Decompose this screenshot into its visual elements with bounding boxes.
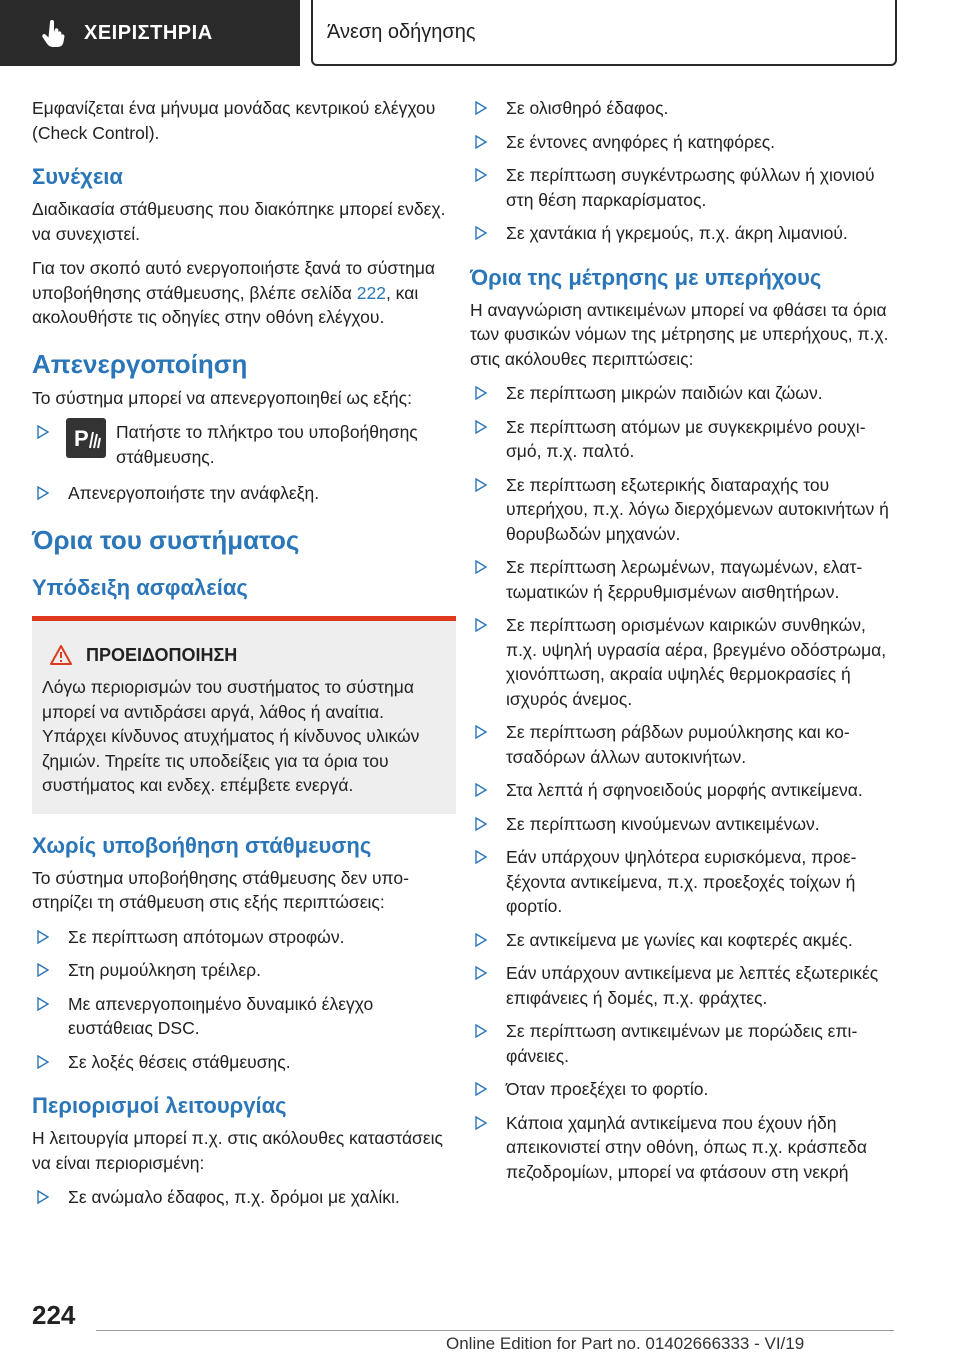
bullet-triangle-icon <box>474 618 488 632</box>
function-limits-list-continued <box>470 96 894 246</box>
list-item <box>470 96 894 121</box>
section-title: ΧΕΙΡΙΣΤΗΡΙΑ <box>84 21 213 44</box>
list-item <box>470 381 894 406</box>
page-number: 224 <box>32 1300 76 1330</box>
bullet-triangle-icon <box>474 420 488 434</box>
list-item <box>32 992 456 1041</box>
bullet-triangle-icon <box>36 963 50 977</box>
list-item <box>32 481 456 506</box>
list-item <box>32 420 456 472</box>
bullet-triangle-icon <box>36 930 50 944</box>
list-item-text: Σε ανώμαλο έδαφος, π.χ. δρόμοι με χαλίκι. <box>68 1187 400 1207</box>
list-item-text: Στα λεπτά ή σφηνοειδούς μορφής αντικείμενα. <box>506 780 863 800</box>
continue-text-a: Για τον σκοπό αυτό ενεργοποιήστε ξανά το σύστημα υποβοήθησης στάθμευσης, βλέπε σελίδα <box>32 258 436 303</box>
continue-heading: Συνέχεια <box>32 164 123 189</box>
bullet-triangle-icon <box>474 478 488 492</box>
list-item-text: Σε περίπτωση αντικειμένων με πορώδεις επιφάνειες. <box>506 1021 858 1066</box>
bullet-triangle-icon <box>36 425 50 439</box>
list-item <box>470 812 894 837</box>
page-reference-link[interactable]: 222 <box>356 282 386 303</box>
list-item <box>470 845 894 919</box>
continue-paragraph-2 <box>32 256 456 330</box>
continue-text-b: , και ακολουθήστε τις οδηγίες στην οθόνη ελέγχου. <box>32 282 419 327</box>
ultrasound-limits-heading: Όρια της μέτρησης με υπερήχους <box>470 264 822 290</box>
warning-title: ΠΡΟΕΙΔΟΠΟΙΗΣΗ <box>86 644 238 665</box>
deactivation-list <box>32 420 456 506</box>
list-item <box>470 415 894 464</box>
list-item <box>470 778 894 803</box>
right-column <box>470 96 894 1193</box>
continue-paragraph-1: Διαδικασία στάθμευσης που διακόπηκε μπορεί ενδεχ. να συνεχιστεί. <box>32 199 446 244</box>
list-item <box>470 473 894 547</box>
park-assist-button-icon <box>66 418 106 458</box>
list-item-text: Σε περίπτωση κινούμενων αντικειμένων. <box>506 813 820 834</box>
list-item-text: Σε περίπτωση συγκέντρωσης φύλλων ή χιονιού στη θέση παρκαρίσματος. <box>506 165 875 210</box>
bullet-triangle-icon <box>474 168 488 182</box>
list-item-text: Όταν προεξέχει το φορτίο. <box>506 1079 709 1099</box>
list-item-text: Σε λοξές θέσεις στάθμευσης. <box>68 1051 291 1072</box>
list-item-text: Με απενεργοποιημένο δυναμικό έλεγχο ευστάθειας DSC. <box>68 993 374 1038</box>
subsection-tab <box>311 0 897 66</box>
list-item <box>470 1111 894 1185</box>
list-item-text: Σε περίπτωση ράβδων ρυμούλκησης και κοτσαδόρων άλλων αυτοκινήτων. <box>506 722 850 767</box>
bullet-triangle-icon <box>36 1055 50 1069</box>
edition-label: Online Edition for Part no. 01402666333 - VI/19 <box>446 1334 805 1353</box>
bullet-triangle-icon <box>474 560 488 574</box>
warning-triangle-icon <box>50 645 72 665</box>
bullet-triangle-icon <box>474 226 488 240</box>
ultrasound-paragraph: Η αναγνώριση αντικειμένων μπορεί να φθάσει τα όρια των φυσικών νόμων της μέτρησης με υπερήχους, π.χ. στις ακόλουθες περιπτώσεις: <box>470 299 889 369</box>
list-item-text: Εάν υπάρχουν αντικείμενα με λεπτές εξωτερικές επιφάνειες ή δομές, π.χ. φράχτες. <box>506 963 879 1008</box>
function-limits-paragraph: Η λειτουργία μπορεί π.χ. στις ακόλουθες καταστάσεις να είναι περιορισμένη: <box>32 1128 443 1173</box>
warning-title-row <box>42 643 446 668</box>
bullet-triangle-icon <box>474 966 488 980</box>
bullet-triangle-icon <box>474 101 488 115</box>
list-item-text: Σε περίπτωση απότομων στροφών. <box>68 926 345 947</box>
list-item <box>470 928 894 953</box>
ultrasound-list <box>470 381 894 1184</box>
bullet-triangle-icon <box>474 783 488 797</box>
subsection-title: Άνεση οδήγησης <box>327 20 476 43</box>
list-item-text: Σε περίπτωση εξωτερικής διαταραχής του υπερήχου, π.χ. λόγω διερχόμενων αυτοκινήτων ή θορυβωδών μηχανών. <box>506 474 889 544</box>
no-assist-paragraph: Το σύστημα υποβοήθησης στάθμευσης δεν υποστηρίζει τη στάθμευση στις εξής περιπτώσεις: <box>32 867 409 912</box>
list-item <box>470 555 894 604</box>
list-item <box>470 613 894 711</box>
page-header <box>0 0 960 68</box>
list-item <box>32 1050 456 1075</box>
safety-heading: Υπόδειξη ασφαλείας <box>32 574 248 600</box>
list-item <box>32 1185 456 1210</box>
limits-heading: Όρια του συστήματος <box>32 524 300 555</box>
function-limits-heading: Περιορισμοί λειτουργίας <box>32 1093 287 1118</box>
section-tab <box>0 0 300 66</box>
list-item-text: Σε ολισθηρό έδαφος. <box>506 98 669 118</box>
list-item-text: Σε αντικείμενα με γωνίες και κοφτερές ακμές. <box>506 929 853 950</box>
bullet-triangle-icon <box>474 135 488 149</box>
list-item-text: Σε έντονες ανηφόρες ή κατηφόρες. <box>506 131 776 152</box>
bullet-triangle-icon <box>474 850 488 864</box>
bullet-triangle-icon <box>474 1024 488 1038</box>
bullet-triangle-icon <box>474 386 488 400</box>
intro-paragraph: Εμφανίζεται ένα μήνυμα μονάδας κεντρικού ελέγχου (Check Control). <box>32 98 436 143</box>
list-item <box>32 958 456 983</box>
warning-text: Λόγω περιορισμών του συστήματος το σύστημα μπορεί να αντιδράσει αργά, λάθος ή αναίτια. Υπάρχει κίνδυνος ατυχήματος ή κίνδυνος υλικών ζημιών. Τηρείτε τις υποδείξεις για τα όρια του συστήματος και ενδεχ. επέμβετε ενεργά. <box>42 677 420 795</box>
list-item-text: Σε περίπτωση ατόμων με συγκεκριμένο ρουχισμό, π.χ. παλτό. <box>506 416 866 461</box>
bullet-triangle-icon <box>474 725 488 739</box>
list-item-text: Κάποια χαμηλά αντικείμενα που έχουν ήδη απεικονιστεί στην οθόνη, όπως π.χ. κράσπεδα πεζοδρομίων, μπορεί να φτάσουν στη νεκρή <box>506 1112 867 1182</box>
list-item-text: Απενεργοποιήστε την ανάφλεξη. <box>68 483 320 503</box>
bullet-triangle-icon <box>36 997 50 1011</box>
bullet-triangle-icon <box>36 1190 50 1204</box>
no-assist-heading: Χωρίς υποβοήθηση στάθμευσης <box>32 832 372 858</box>
svg-text:P: P <box>74 426 89 451</box>
left-column <box>32 96 456 1219</box>
footer-divider <box>96 1330 894 1331</box>
bullet-triangle-icon <box>36 486 50 500</box>
list-item <box>470 1019 894 1068</box>
list-item <box>470 1077 894 1102</box>
bullet-triangle-icon <box>474 817 488 831</box>
deactivation-paragraph: Το σύστημα μπορεί να απενεργοποιηθεί ως εξής: <box>32 387 412 408</box>
no-assist-list <box>32 925 456 1075</box>
list-item <box>470 163 894 212</box>
list-item-text: Σε περίπτωση ορισμένων καιρικών συνθηκών, π.χ. υψηλή υγρασία αέρα, βρεγμένο οδόστρωμα, χιονόπτωση, ακραία υψηλές θερμοκρασίες ή ισχυρός άνεμος. <box>506 615 887 709</box>
list-item <box>470 720 894 769</box>
function-limits-list <box>32 1185 456 1210</box>
bullet-triangle-icon <box>474 1116 488 1130</box>
deactivation-heading: Απενεργοποίηση <box>32 348 248 379</box>
list-item <box>470 961 894 1010</box>
list-item <box>470 130 894 155</box>
hand-pointer-icon <box>40 18 70 48</box>
warning-box <box>32 616 456 814</box>
list-item-text: Στη ρυμούλκηση τρέιλερ. <box>68 960 261 980</box>
list-item <box>470 221 894 246</box>
list-item-text: Πατήστε το πλήκτρο του υποβοήθησης στάθμευσης. <box>116 422 418 467</box>
list-item-text: Σε περίπτωση λερωμένων, παγωμένων, ελαττωματικών ή ξερρυθμισμένων αισθητήρων. <box>506 557 863 602</box>
list-item <box>32 925 456 950</box>
list-item-text: Σε περίπτωση μικρών παιδιών και ζώων. <box>506 383 823 403</box>
list-item-text: Σε χαντάκια ή γκρεμούς, π.χ. άκρη λιμανιού. <box>506 223 848 243</box>
list-item-text: Εάν υπάρχουν ψηλότερα ευρισκόμενα, προεξέχοντα αντικείμενα, π.χ. προεξοχές τοίχων ή φορτίο. <box>506 847 857 916</box>
bullet-triangle-icon <box>474 933 488 947</box>
bullet-triangle-icon <box>474 1082 488 1096</box>
